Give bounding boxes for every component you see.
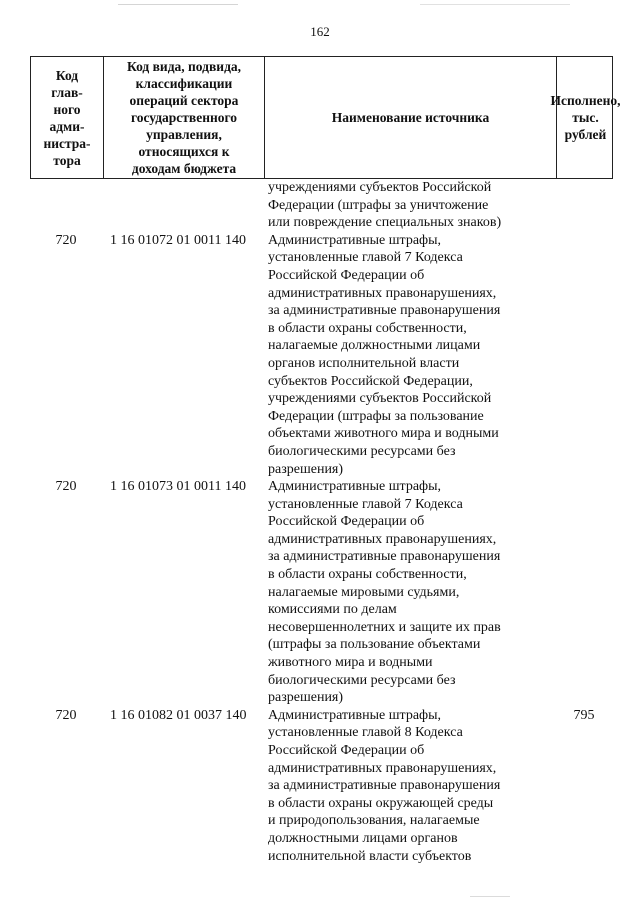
- text-line: должностными лицами органов: [268, 830, 458, 846]
- text-line: несовершеннолетних и защите их прав: [268, 619, 501, 635]
- text-line: установленные главой 7 Кодекса: [268, 496, 463, 512]
- source-name-cell: [268, 232, 560, 478]
- text-line: в области охраны окружающей среды: [268, 795, 494, 811]
- header-admin-code-text: [43, 67, 90, 169]
- text-line: установленные главой 7 Кодекса: [268, 250, 463, 266]
- text-line: (штрафы за пользование объектами: [268, 637, 481, 653]
- text-line: управления,: [146, 127, 222, 142]
- amount-cell: 795: [573, 707, 595, 723]
- admin-code-cell: 720: [55, 232, 77, 248]
- table-header: [30, 56, 621, 179]
- text-line: субъектов Российской Федерации,: [268, 373, 473, 389]
- table-row: [30, 232, 613, 478]
- text-line: или повреждение специальных знаков): [268, 215, 502, 231]
- source-name-cell: [268, 707, 560, 865]
- table-row: [30, 179, 613, 232]
- text-line: разрешения): [268, 690, 344, 706]
- header-admin-code: [31, 57, 103, 178]
- text-line: за административные правонарушения: [268, 303, 501, 319]
- scan-artifact-line: [470, 896, 510, 897]
- header-executed-amount-text: [550, 92, 620, 143]
- text-line: Код вида, подвида,: [126, 59, 242, 74]
- table-row: [30, 707, 613, 865]
- text-line: классификации: [135, 76, 233, 91]
- text-line: государственного: [130, 110, 238, 125]
- text-line: за административные правонарушения: [268, 549, 501, 565]
- header-executed-amount: [550, 57, 621, 178]
- text-line: ного: [53, 101, 81, 117]
- text-line: разрешения): [268, 461, 344, 477]
- text-line: в области охраны собственности,: [268, 567, 467, 583]
- text-line: биологическими ресурсами без: [268, 443, 456, 459]
- source-name-cell: [268, 179, 560, 232]
- text-line: тора: [53, 152, 81, 168]
- table-body: [30, 179, 613, 865]
- text-line: налагаемые должностными лицами: [268, 338, 481, 354]
- classification-code-cell: 1 16 01082 01 0037 140: [110, 707, 247, 723]
- source-name-cell: [268, 478, 560, 707]
- text-line: относящихся к: [138, 144, 230, 159]
- text-line: нистра-: [43, 135, 91, 151]
- text-line: комиссиями по делам: [268, 602, 397, 618]
- classification-code-cell: 1 16 01072 01 0011 140: [110, 232, 246, 248]
- text-line: Административные штрафы,: [268, 707, 442, 723]
- text-line: Российской Федерации об: [268, 514, 425, 530]
- text-line: и природопользования, налагаемые: [268, 813, 480, 829]
- text-line: Административные штрафы,: [268, 479, 442, 495]
- text-line: в области охраны собственности,: [268, 320, 467, 336]
- text-line: Наименование источника: [331, 110, 490, 125]
- header-classification-code-text: [127, 58, 241, 177]
- text-line: Федерации (штрафы за уничтожение: [268, 197, 489, 213]
- header-source-name-text: [332, 109, 490, 126]
- scan-artifact-line: [420, 4, 570, 5]
- text-line: операций сектора: [129, 93, 239, 108]
- text-line: Российской Федерации об: [268, 267, 425, 283]
- text-line: глав-: [51, 84, 83, 100]
- text-line: административных правонарушениях,: [268, 531, 497, 547]
- text-line: Федерации (штрафы за пользование: [268, 408, 484, 424]
- text-line: административных правонарушениях,: [268, 285, 497, 301]
- text-line: учреждениями субъектов Российской: [268, 180, 492, 195]
- text-line: биологическими ресурсами без: [268, 672, 456, 688]
- text-line: животного мира и водными: [268, 655, 433, 671]
- admin-code-cell: 720: [55, 479, 77, 495]
- scan-artifact-line: [118, 4, 238, 5]
- classification-code-cell: 1 16 01073 01 0011 140: [110, 479, 246, 495]
- text-line: исполнительной власти субъектов: [268, 848, 472, 864]
- text-line: Исполнено,: [550, 93, 621, 108]
- text-line: Российской Федерации об: [268, 743, 425, 758]
- text-line: тыс. рублей: [564, 110, 607, 142]
- text-line: доходам бюджета: [131, 161, 237, 176]
- admin-code-cell: 720: [55, 707, 77, 723]
- text-line: административных правонарушениях,: [268, 760, 497, 776]
- text-line: адми-: [49, 118, 85, 134]
- header-classification-code: [103, 57, 264, 178]
- text-line: установленные главой 8 Кодекса: [268, 725, 463, 741]
- text-line: объектами животного мира и водными: [268, 426, 499, 442]
- table-row: [30, 478, 613, 707]
- text-line: за административные правонарушения: [268, 778, 501, 794]
- text-line: Код: [55, 67, 79, 83]
- text-line: налагаемые мировыми судьями,: [268, 584, 460, 600]
- text-line: учреждениями субъектов Российской: [268, 391, 492, 407]
- text-line: Административные штрафы,: [268, 232, 442, 248]
- page-number: 162: [310, 24, 330, 39]
- header-source-name: [264, 57, 556, 178]
- text-line: органов исполнительной власти: [268, 355, 460, 371]
